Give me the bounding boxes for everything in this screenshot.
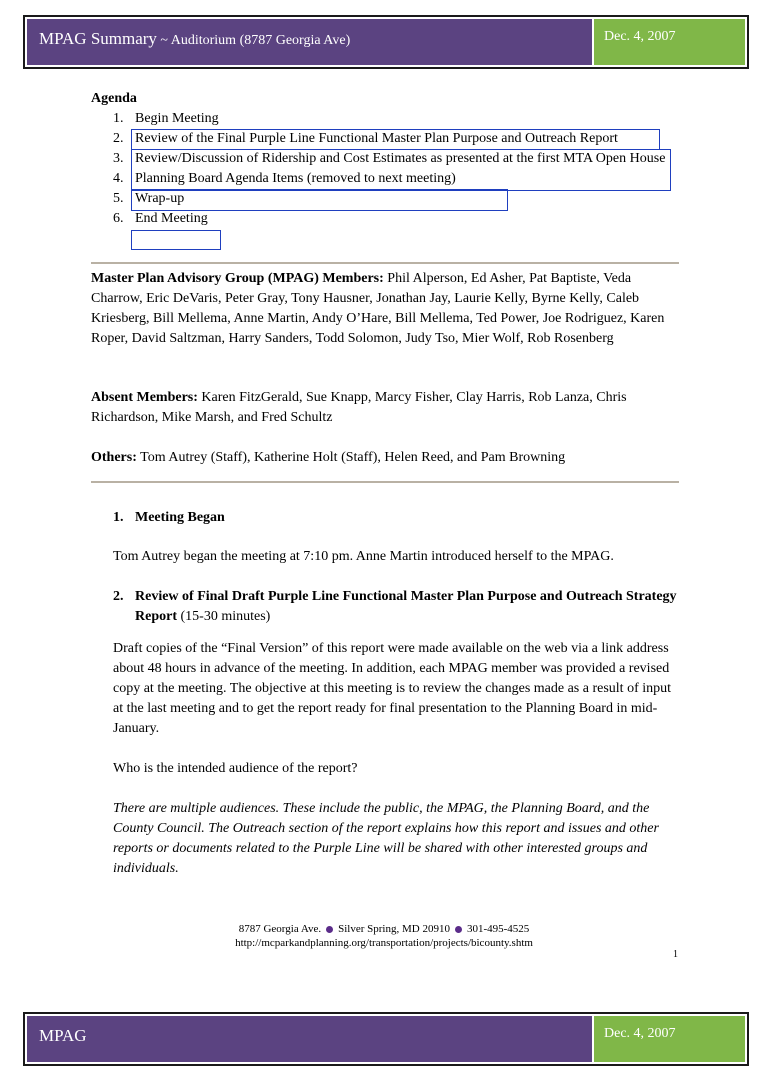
footer-url: http://mcparkandplanning.org/transportation/projects/bicounty.shtm bbox=[235, 937, 533, 949]
next-header-title: MPAG bbox=[39, 1026, 87, 1045]
header-tilde: ~ bbox=[156, 33, 171, 48]
next-header-title-bar bbox=[27, 1016, 592, 1062]
others-text: Tom Autrey (Staff), Katherine Holt (Staff), Helen Reed, and Pam Browning bbox=[136, 450, 566, 465]
next-header-date-bar bbox=[594, 1016, 745, 1062]
section-divider bbox=[91, 481, 679, 483]
absent-paragraph bbox=[91, 388, 681, 428]
section-2-question: Who is the intended audience of the report? bbox=[113, 761, 358, 776]
bullet-dot-icon bbox=[455, 926, 462, 933]
header-title: MPAG Summary bbox=[39, 29, 157, 48]
next-header-date: Dec. 4, 2007 bbox=[604, 1026, 676, 1041]
others-paragraph bbox=[91, 448, 681, 468]
agenda-item-number: 6. bbox=[113, 211, 124, 226]
section-divider bbox=[91, 262, 679, 264]
footer-address-line bbox=[0, 923, 768, 936]
section-title: Review of Final Draft Purple Line Functional Master Plan Purpose and Outreach Strategy Report bbox=[135, 589, 677, 624]
section-2-answer: There are multiple audiences. These include the public, the MPAG, the Planning Board, and the County Council. The Outreach section of the report explains how this report and issues and other reports or documents related to the Purple Line will be shared with other interested groups and individuals. bbox=[113, 801, 659, 876]
members-label: Master Plan Advisory Group (MPAG) Members: bbox=[91, 271, 384, 286]
agenda-highlight-box bbox=[131, 230, 221, 250]
agenda-highlight-box bbox=[131, 189, 508, 211]
header-date: Dec. 4, 2007 bbox=[604, 29, 676, 44]
agenda-item-text: Begin Meeting bbox=[135, 111, 219, 126]
section-duration: (15-30 minutes) bbox=[177, 609, 271, 624]
page-header bbox=[23, 15, 749, 69]
footer-phone: 301-495-4525 bbox=[466, 923, 530, 935]
footer-address: 8787 Georgia Ave. bbox=[238, 923, 322, 935]
agenda-item-number: 5. bbox=[113, 191, 124, 206]
agenda-item-number: 4. bbox=[113, 171, 124, 186]
bullet-dot-icon bbox=[326, 926, 333, 933]
agenda-item-text: Planning Board Agenda Items (removed to next meeting) bbox=[135, 171, 456, 186]
section-1-body: Tom Autrey began the meeting at 7:10 pm. Anne Martin introduced herself to the MPAG. bbox=[113, 549, 614, 564]
section-2-heading bbox=[113, 587, 683, 627]
agenda-item-text: Review/Discussion of Ridership and Cost Estimates as presented at the first MTA Open House bbox=[135, 151, 666, 166]
section-1-heading bbox=[113, 508, 683, 528]
agenda-item-number: 1. bbox=[113, 111, 124, 126]
header-date-bar bbox=[594, 19, 745, 65]
agenda-item-text: Wrap-up bbox=[135, 191, 185, 206]
section-number: 2. bbox=[113, 589, 124, 604]
section-number: 1. bbox=[113, 510, 124, 525]
footer-city: Silver Spring, MD 20910 bbox=[338, 923, 450, 935]
absent-label: Absent Members: bbox=[91, 390, 198, 405]
others-label: Others: bbox=[91, 450, 137, 465]
members-text: Phil Alperson, Ed Asher, Pat Baptiste, Veda Charrow, Eric DeVaris, Peter Gray, Tony Hausner, Jonathan Jay, Laurie Kelly, Byrne Kelly, Caleb Kriesberg, Bill Mellema, Anne Martin, Andy O’Hare, Bill Mellema, Ted Power, Joe Rodriguez, Karen Roper, David Saltzman, Harry Sanders, Todd Solomon, Judy Tso, Mier Wolf, Rob Rosenberg bbox=[91, 271, 665, 346]
agenda-title: Agenda bbox=[91, 91, 137, 106]
absent-text: Karen FitzGerald, Sue Knapp, Marcy Fisher, Clay Harris, Rob Lanza, Chris Richardson, Mike Marsh, and Fred Schultz bbox=[91, 390, 627, 425]
header-title-bar bbox=[27, 19, 592, 65]
agenda-item-text: Review of the Final Purple Line Functional Master Plan Purpose and Outreach Report bbox=[135, 131, 618, 146]
agenda-item bbox=[113, 109, 675, 129]
page-number: 1 bbox=[673, 949, 678, 960]
section-2-body: Draft copies of the “Final Version” of this report were made available on the web via a link address about 48 hours in advance of the meeting. In addition, each MPAG member was provided a revised copy at the meeting. The objective at this meeting is to review the changes made as a result of input at the last meeting and to get the report ready for final presentation to the Planning Board in mid-January. bbox=[113, 641, 672, 736]
agenda-highlight-box bbox=[131, 129, 660, 150]
agenda-item-number: 2. bbox=[113, 131, 124, 146]
agenda-item-number: 3. bbox=[113, 151, 124, 166]
next-page-header bbox=[23, 1012, 749, 1066]
agenda-item bbox=[113, 209, 675, 229]
agenda-item-text: End Meeting bbox=[135, 211, 208, 226]
agenda-highlight-box bbox=[131, 149, 671, 191]
members-paragraph bbox=[91, 269, 681, 349]
header-subtitle: Auditorium (8787 Georgia Ave) bbox=[170, 33, 351, 48]
section-title: Meeting Began bbox=[135, 510, 225, 525]
